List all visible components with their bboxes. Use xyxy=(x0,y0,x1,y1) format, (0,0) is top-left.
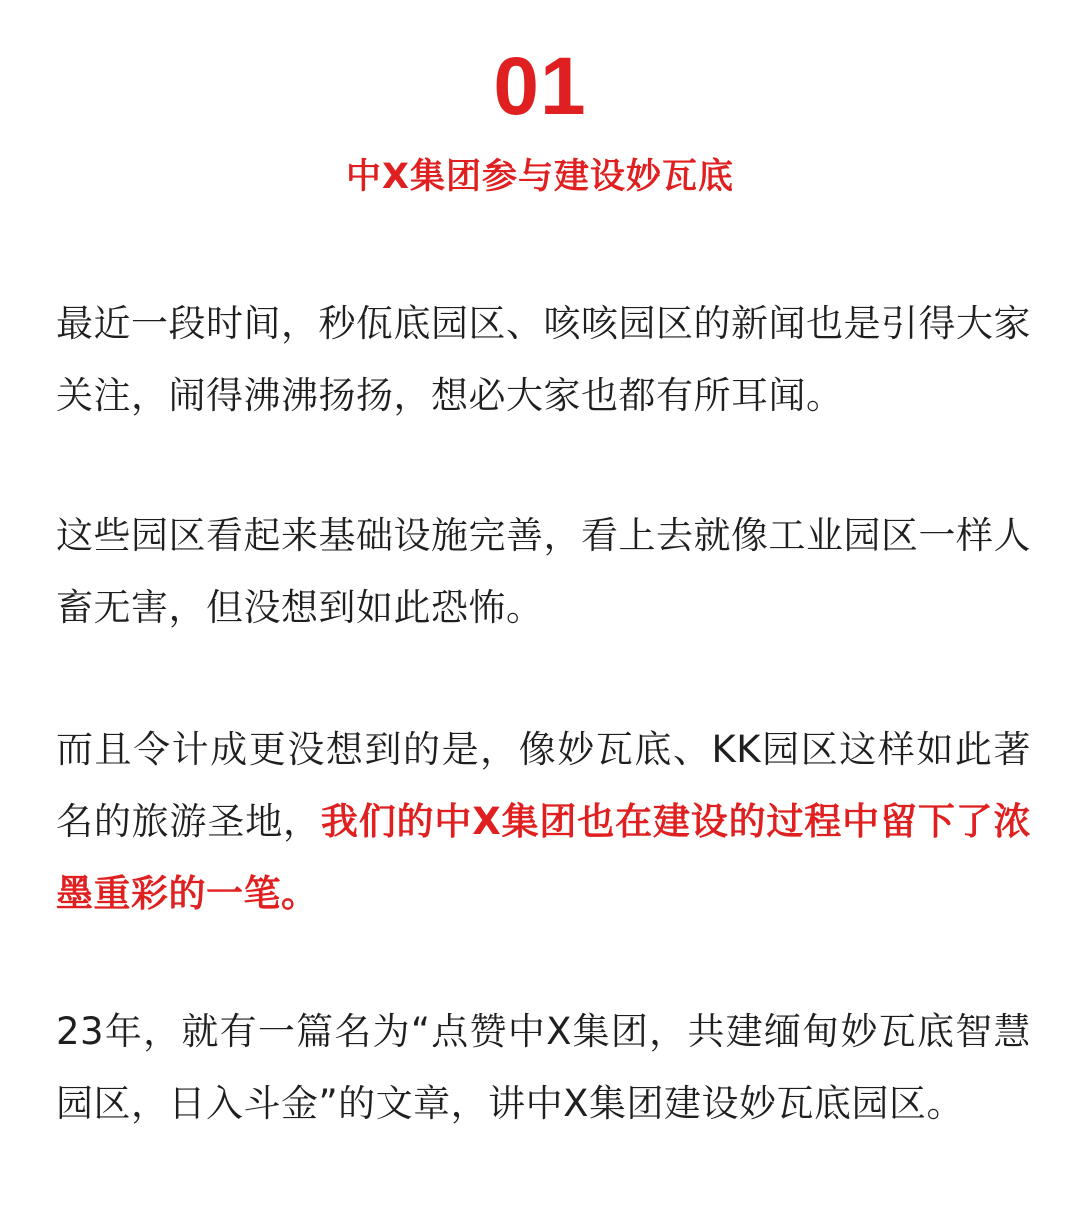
paragraph-3 xyxy=(56,714,1031,930)
section-number: 01 xyxy=(493,41,587,132)
paragraph-4: 23年，就有一篇名为“点赞中X集团，共建缅甸妙瓦底智慧园区，日入斗金”的文章，讲中X集团建设妙瓦底园区。 xyxy=(56,1010,1031,1125)
paragraph-2: 这些园区看起来基础设施完善，看上去就像工业园区一样人畜无害，但没想到如此恐怖。 xyxy=(56,514,1031,629)
paragraph-3-text: 而且令计成更没想到的是，像妙瓦底、KK园区这样如此著名的旅游圣地， xyxy=(56,728,1031,843)
paragraph-3-highlight: 我们的中X集团也在建设的过程中留下了浓墨重彩的一笔。 xyxy=(56,800,1031,915)
section-title: 中X集团参与建设妙瓦底 xyxy=(346,157,734,197)
paragraph-1: 最近一段时间，秒佤底园区、咳咳园区的新闻也是引得大家关注，闹得沸沸扬扬，想必大家也都有所耳闻。 xyxy=(56,302,1031,417)
